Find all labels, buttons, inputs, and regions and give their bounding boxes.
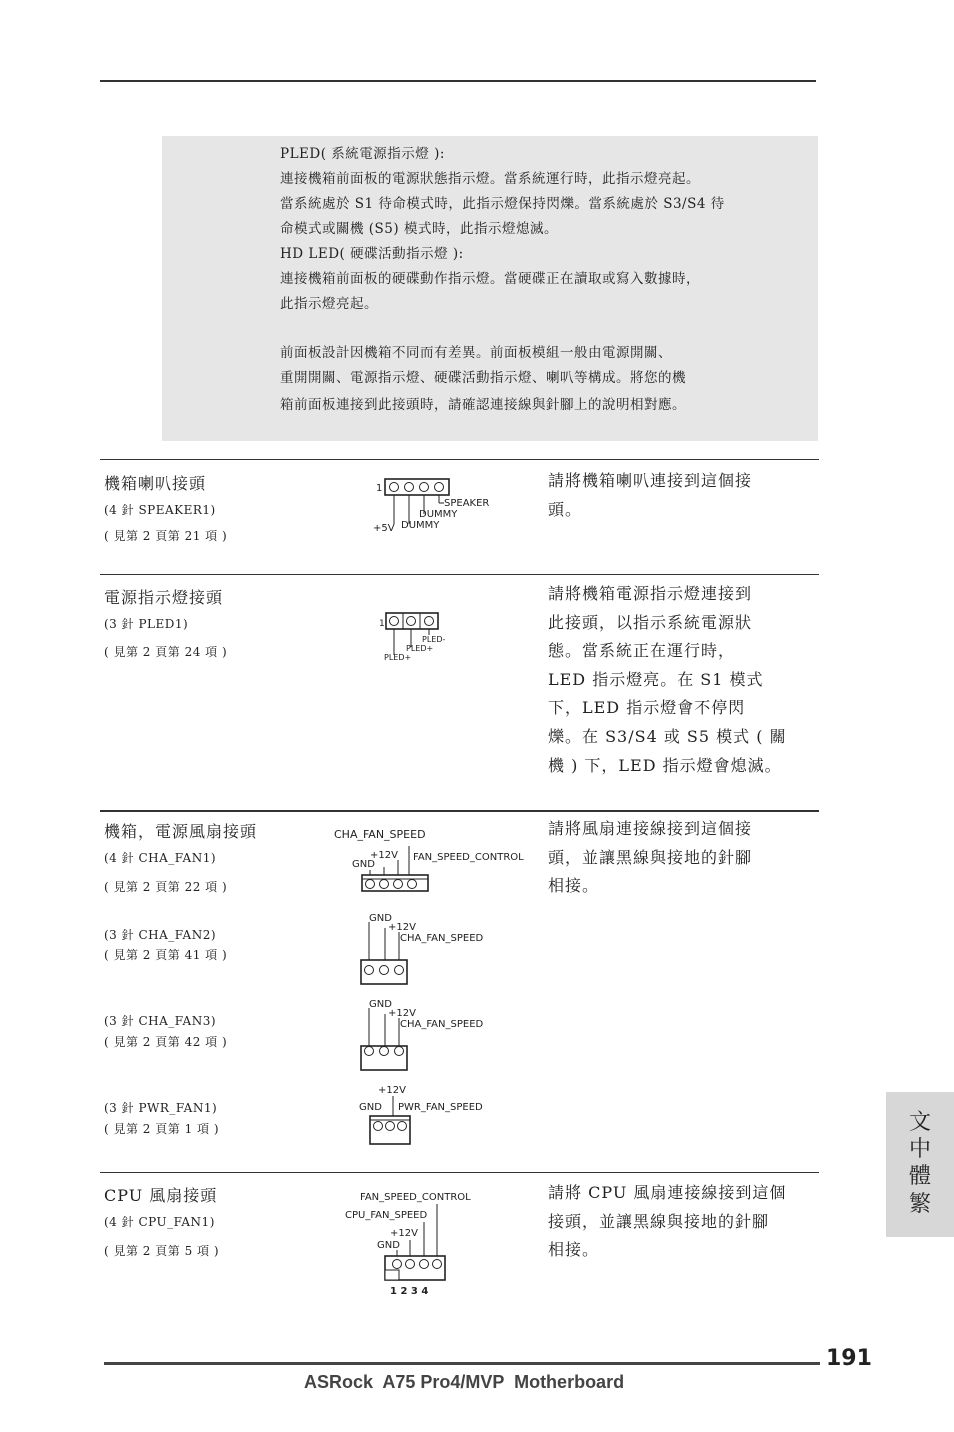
- description-line: 態。當系統正在運行時，: [548, 641, 736, 661]
- power-led-header-diagram: [370, 605, 480, 670]
- svg-text:GND: GND: [369, 913, 392, 924]
- note-line: 重開開關、電源指示燈、硬碟活動指示燈、喇叭等構成。將您的機: [280, 370, 686, 386]
- speaker-pin-count: (4 針 SPEAKER1): [104, 503, 216, 517]
- svg-text:DUMMY: DUMMY: [419, 509, 458, 520]
- footer-product-name: ASRock A75 Pro4/MVP Motherboard: [304, 1372, 625, 1392]
- note-line: PLED( 系統電源指示燈 ):: [280, 146, 445, 162]
- note-line: HD LED( 硬碟活動指示燈 ):: [280, 246, 464, 262]
- cha-fan3-reference: ( 見第 2 頁第 42 項 ): [104, 1035, 228, 1049]
- svg-text:GND: GND: [377, 1240, 400, 1251]
- description-line: 接頭，並讓黑線與接地的針腳: [548, 1211, 770, 1231]
- svg-text:1: 1: [379, 619, 385, 629]
- svg-text:CHA_FAN_SPEED: CHA_FAN_SPEED: [334, 828, 426, 841]
- svg-text:SPEAKER: SPEAKER: [444, 498, 490, 509]
- power-led-description: [548, 580, 787, 780]
- cha-fan1-diagram: [332, 822, 542, 897]
- description-line: 此接頭，以指示系統電源狀: [548, 612, 753, 632]
- section-divider: [100, 810, 819, 812]
- svg-text:1 2 3 4: 1 2 3 4: [390, 1286, 429, 1297]
- pwr-fan1-reference: ( 見第 2 頁第 1 項 ): [104, 1122, 220, 1136]
- svg-text:FAN_SPEED_CONTROL: FAN_SPEED_CONTROL: [413, 852, 524, 863]
- section-divider: [100, 1172, 819, 1173]
- side-tab-char: 體: [908, 1164, 931, 1189]
- description-line: 頭，並讓黑線與接地的針腳: [548, 847, 753, 867]
- svg-text:DUMMY: DUMMY: [401, 520, 440, 531]
- language-side-tab: [886, 1092, 954, 1237]
- note-line: 此指示燈亮起。: [280, 296, 378, 312]
- power-led-reference: ( 見第 2 頁第 24 項 ): [104, 645, 228, 659]
- description-line: 請將風扇連接線接到這個接: [548, 819, 753, 838]
- cpu-fan-reference: ( 見第 2 頁第 5 項 ): [104, 1244, 220, 1258]
- description-line: 頭。: [548, 499, 583, 519]
- pled-hdled-note-box: [162, 136, 818, 441]
- note-line: 當系統處於 S1 待命模式時，此指示燈保持閃爍。當系統處於 S3/S4 待: [280, 196, 725, 212]
- cha-fan2-reference: ( 見第 2 頁第 41 項 ): [104, 948, 228, 962]
- svg-text:PLED+: PLED+: [406, 644, 434, 653]
- power-led-header-title: 電源指示燈接頭: [104, 588, 224, 607]
- note-line: 連接機箱前面板的硬碟動作指示燈。當硬碟正在讀取或寫入數據時，: [280, 271, 700, 287]
- svg-text:GND: GND: [369, 999, 392, 1010]
- side-tab-char: 繁: [908, 1192, 931, 1217]
- svg-text:CHA_FAN_SPEED: CHA_FAN_SPEED: [400, 1019, 484, 1030]
- speaker-reference: ( 見第 2 頁第 21 項 ): [104, 529, 228, 543]
- page-number: 191: [826, 1346, 872, 1371]
- svg-text:CPU_FAN_SPEED: CPU_FAN_SPEED: [345, 1210, 428, 1221]
- svg-text:GND: GND: [352, 859, 375, 870]
- svg-text:GND: GND: [359, 1102, 382, 1113]
- svg-text:+12V: +12V: [388, 1008, 416, 1019]
- svg-text:+12V: +12V: [378, 1085, 406, 1096]
- svg-text:FAN_SPEED_CONTROL: FAN_SPEED_CONTROL: [360, 1192, 471, 1203]
- side-tab-char: 中: [908, 1137, 931, 1162]
- cpu-fan-header-title: CPU 風扇接頭: [104, 1186, 218, 1205]
- cha-fan1-pin-count: (4 針 CHA_FAN1): [104, 851, 217, 865]
- cpu-fan-pin-count: (4 針 CPU_FAN1): [104, 1215, 215, 1229]
- speaker-header-title: 機箱喇叭接頭: [104, 474, 207, 493]
- note-line: 前面板設計因機箱不同而有差異。前面板模組一般由電源開關、: [280, 345, 672, 361]
- speaker-description: [548, 467, 752, 524]
- note-line: 連接機箱前面板的電源狀態指示燈。當系統運行時，此指示燈亮起。: [280, 171, 700, 187]
- svg-text:+5V: +5V: [373, 523, 395, 534]
- header-rule: [100, 80, 816, 82]
- section-divider: [100, 574, 819, 575]
- svg-text:+12V: +12V: [390, 1228, 418, 1239]
- cpu-fan-description: [548, 1179, 786, 1265]
- power-led-pin-count: (3 針 PLED1): [104, 617, 189, 631]
- footer-rule: [104, 1362, 820, 1365]
- description-line: 請將機箱電源指示燈連接到: [548, 584, 753, 603]
- cha-fan1-reference: ( 見第 2 頁第 22 項 ): [104, 880, 228, 894]
- svg-text:PWR_FAN_SPEED: PWR_FAN_SPEED: [398, 1102, 483, 1113]
- description-line: 爍。在 S3/S4 或 S5 模式 ( 關: [548, 726, 787, 746]
- svg-text:+12V: +12V: [388, 922, 416, 933]
- section-divider: [100, 459, 819, 460]
- cha-fan2-pin-count: (3 針 CHA_FAN2): [104, 928, 217, 942]
- side-tab-char: 文: [908, 1110, 931, 1135]
- description-line: 下，LED 指示燈會不停閃: [548, 698, 746, 718]
- svg-text:PLED+: PLED+: [384, 653, 412, 662]
- description-line: 相接。: [548, 1240, 600, 1260]
- speaker-header-diagram: [360, 470, 520, 540]
- pwr-fan1-pin-count: (3 針 PWR_FAN1): [104, 1101, 218, 1115]
- svg-text:PLED-: PLED-: [422, 635, 446, 644]
- pwr-fan1-diagram: [355, 1082, 505, 1147]
- svg-text:+12V: +12V: [370, 850, 398, 861]
- cpu-fan-diagram: [340, 1186, 490, 1298]
- chassis-fan-header-title: 機箱，電源風扇接頭: [104, 822, 258, 841]
- chassis-fan-description: [548, 815, 752, 901]
- description-line: 請將機箱喇叭連接到這個接: [548, 471, 753, 490]
- note-line: 命模式或關機 (S5) 模式時，此指示燈熄滅。: [280, 221, 558, 237]
- cha-fan3-diagram: [355, 994, 505, 1074]
- svg-text:CHA_FAN_SPEED: CHA_FAN_SPEED: [400, 933, 484, 944]
- note-line: 箱前面板連接到此接頭時，請確認連接線與針腳上的說明相對應。: [280, 397, 686, 413]
- description-line: LED 指示燈亮。在 S1 模式: [548, 669, 764, 689]
- cha-fan2-diagram: [355, 908, 505, 988]
- description-line: 機 ) 下，LED 指示燈會熄滅。: [548, 755, 782, 775]
- description-line: 相接。: [548, 876, 600, 896]
- description-line: 請將 CPU 風扇連接線接到這個: [548, 1183, 787, 1202]
- svg-text:1: 1: [376, 483, 383, 494]
- cha-fan3-pin-count: (3 針 CHA_FAN3): [104, 1014, 217, 1028]
